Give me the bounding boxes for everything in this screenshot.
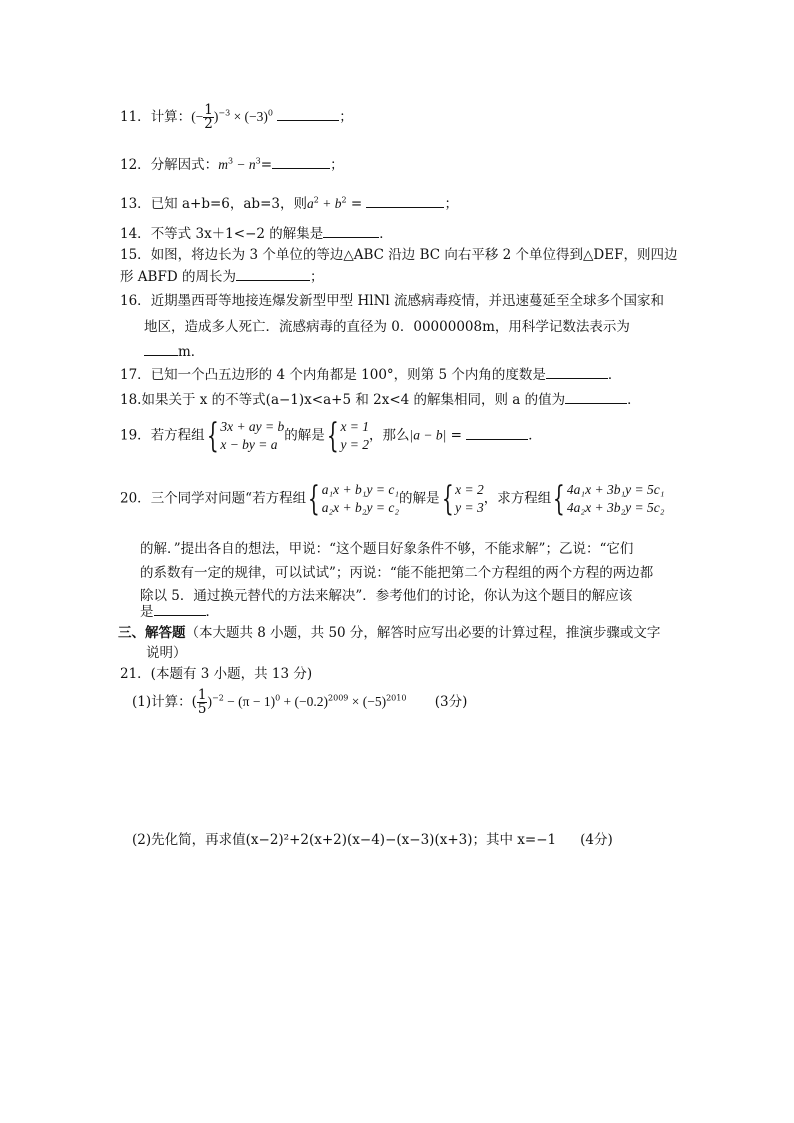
q21-p1-exp-d: 2010 <box>386 693 407 703</box>
q11-end: ； <box>339 109 353 125</box>
q20-sys2-eq-b: y = 3 <box>455 500 484 515</box>
question-14 <box>120 222 393 242</box>
q21-p2-points: (4分) <box>580 832 613 848</box>
q14-number: 14． <box>120 226 151 242</box>
q11-math-c: × (−3) <box>230 109 268 124</box>
q18-number: 18. <box>120 392 142 408</box>
q20-brace-1: { <box>307 479 320 519</box>
q21-p2-text: (2)先化简，再求值(x−2)²+2(x+2)(x−4)−(x−3)(x+3)；其中 x=−1 <box>132 832 557 848</box>
q12-exp2: 3 <box>255 156 261 166</box>
q20-sys3-eq-a: 4a₁x + 3b₁y = 5c₁ <box>566 482 665 497</box>
q13-exp1: 2 <box>313 195 319 205</box>
q12-end: ； <box>330 157 344 173</box>
q12-exp1: 3 <box>227 156 234 166</box>
q20-answer-blank[interactable] <box>154 603 206 616</box>
q21-p1-exp-c: 2009 <box>328 693 349 703</box>
q20-line2-text: 的解．”提出各自的想法，甲说：“这个题目好象条件不够，不能求解”；乙说：“它们 <box>140 541 634 557</box>
q19-sys2-eq-a: x = 1 <box>340 419 370 434</box>
question-16-line2 <box>144 315 630 335</box>
q19-brace-left: { <box>206 416 219 456</box>
question-15 <box>120 243 677 263</box>
q20-line5 <box>140 600 219 620</box>
question-11 <box>120 104 353 131</box>
q20-brace-3: { <box>553 479 566 519</box>
q15-answer-blank[interactable] <box>236 268 310 281</box>
q17-answer-blank[interactable] <box>546 366 608 379</box>
q17-number: 17． <box>120 367 151 383</box>
q13-answer-blank[interactable] <box>366 195 444 208</box>
q20-after: ，求方程组 <box>483 490 552 507</box>
q19-number: 19． <box>120 427 151 444</box>
q13-math: a <box>306 196 314 211</box>
q11-math-b: ) <box>213 109 219 124</box>
q20-line4-text: 除以 5．通过换元替代的方法来解决”．参考他们的讨论，你认为这个题目的解应该 <box>140 588 633 604</box>
q13-mid: + b <box>318 196 342 211</box>
q11-fraction <box>203 104 214 131</box>
q13-end: ； <box>444 196 458 212</box>
q19-sys2-eq-b: y = 2 <box>340 437 370 452</box>
question-21-part-2 <box>132 828 613 848</box>
q20-mid: 的解是 <box>399 490 440 507</box>
q19-eq: = <box>446 427 467 444</box>
q18-end: ． <box>627 392 641 408</box>
q11-number: 11． <box>120 109 151 125</box>
q15-end: ； <box>309 269 324 285</box>
q19-after: ，那么 <box>369 427 410 444</box>
q20-brace-2: { <box>441 479 454 519</box>
q16-line2: 地区，造成多人死亡．流感病毒的直径为 0．00000008m，用科学记数法表示为 <box>144 319 630 335</box>
q20-line3 <box>140 561 653 581</box>
q11-exp-a: −3 <box>218 108 231 118</box>
q21-p1-rest-a: ) <box>207 694 212 709</box>
q11-text: 计算： <box>150 109 192 125</box>
section-3-desc2: 说明） <box>146 645 187 661</box>
q19-end: ． <box>528 427 542 444</box>
q20-number: 20． <box>120 490 151 507</box>
question-16 <box>120 289 664 309</box>
section-3-desc-continued <box>146 641 187 661</box>
question-21-header <box>120 662 312 682</box>
question-18 <box>120 388 641 408</box>
question-12 <box>120 153 344 173</box>
q21-p1-points: (3分) <box>434 694 468 710</box>
q16-line1: 近期墨西哥等地接连爆发新型甲型 HlNl 流感病毒疫情，并迅速蔓延至全球多个国家和 <box>150 293 664 309</box>
q11-math-a: (− <box>191 109 204 124</box>
q20-system-2 <box>455 481 484 517</box>
question-21-part-1 <box>132 689 467 716</box>
q21-header: 21．(本题有 3 小题，共 13 分) <box>120 666 313 682</box>
q20-sys1-eq-a: a₁x + b₁y = c₁ <box>321 482 400 497</box>
q20-line5-start: 是 <box>140 604 154 620</box>
q15-line2: 形 ABFD 的周长为 <box>120 269 236 285</box>
q21-p1-rest-c: + (−0.2) <box>280 694 329 709</box>
q20-system-1 <box>322 481 399 517</box>
q11-exp-b: 0 <box>267 108 273 118</box>
q20-system-3 <box>567 481 665 517</box>
question-13 <box>120 192 458 212</box>
q12-text: 分解因式： <box>150 157 219 173</box>
q16-answer-blank[interactable] <box>144 343 178 356</box>
q19-abs: |a − b| <box>409 427 447 443</box>
q20-line2 <box>140 537 633 557</box>
question-20 <box>120 481 664 517</box>
q19-system-1 <box>220 418 284 454</box>
q12-number: 12． <box>120 157 151 173</box>
q15-line1: 如图，将边长为 3 个单位的等边△ABC 沿边 BC 向右平移 2 个单位得到△DEF，则四边 <box>150 247 678 263</box>
q11-frac-num: 1 <box>204 102 213 118</box>
q19-text: 若方程组 <box>150 427 205 444</box>
q14-end: ． <box>379 226 393 242</box>
section-3-heading <box>118 621 660 641</box>
q11-frac-den: 2 <box>204 116 213 132</box>
q16-number: 16． <box>120 293 151 309</box>
q18-text: 如果关于 x 的不等式(a−1)x<a+5 和 2x<4 的解集相同，则 a 的值为 <box>141 392 566 408</box>
q17-end: ． <box>607 367 622 383</box>
q13-text: 已知 a+b=6，ab=3，则 <box>150 196 307 212</box>
q20-sys2-eq-a: x = 2 <box>455 482 484 497</box>
q19-system-2 <box>340 418 369 454</box>
q20-line3-text: 的系数有一定的规律，可以试试”；丙说：“能不能把第二个方程组的两个方程的两边都 <box>140 565 654 581</box>
q19-answer-blank[interactable] <box>466 427 528 440</box>
q20-sys1-eq-b: a₂x + b₂y = c₂ <box>321 500 400 515</box>
q21-p1-frac-den: 5 <box>197 701 207 717</box>
q21-p1-exp-b: 0 <box>275 693 281 703</box>
q21-p1-label: (1)计算：( <box>132 694 197 710</box>
section-3-desc1: （本大题共 8 小题，共 50 分，解答时应写出必要的计算过程，推演步骤或文字 <box>185 625 661 641</box>
q19-mid: 的解是 <box>284 427 325 444</box>
q14-text: 不等式 3x＋1<−2 的解集是 <box>150 226 324 242</box>
q11-answer-blank[interactable] <box>277 108 339 121</box>
q13-number: 13． <box>120 196 151 212</box>
q17-text: 已知一个凸五边形的 4 个内角都是 100°，则第 5 个内角的度数是 <box>150 367 546 383</box>
q19-sys1-eq-a: 3x + ay = b <box>220 419 285 434</box>
q21-p1-fraction <box>197 689 208 716</box>
q12-eq: = <box>260 157 273 173</box>
question-17 <box>120 363 621 383</box>
question-19 <box>120 418 542 454</box>
q21-p1-rest-b: − (π − 1) <box>223 694 276 709</box>
q18-answer-blank[interactable] <box>565 391 627 404</box>
q15-number: 15． <box>120 247 151 263</box>
q20-end: ． <box>205 604 219 620</box>
q12-mid: − n <box>233 157 256 172</box>
q16-line3-end: m． <box>178 344 205 360</box>
q19-brace-right: { <box>326 416 339 456</box>
q12-math: m <box>218 157 228 172</box>
q13-exp2: 2 <box>341 195 347 205</box>
q20-text: 三个同学对问题“若方程组 <box>150 490 307 507</box>
section-3-title: 三、解答题 <box>118 625 186 641</box>
q20-sys3-eq-b: 4a₂x + 3b₂y = 5c₂ <box>566 500 665 515</box>
q21-p1-frac-num: 1 <box>197 687 207 703</box>
q21-p1-rest-d: × (−5) <box>348 694 387 709</box>
q19-sys1-eq-b: x − by = a <box>220 437 278 452</box>
q13-eq: = <box>346 196 367 212</box>
q21-p1-exp-a: −2 <box>211 693 224 703</box>
question-15-continued <box>120 265 323 285</box>
q12-answer-blank[interactable] <box>272 156 330 169</box>
q14-answer-blank[interactable] <box>323 225 379 238</box>
question-16-line3 <box>144 340 204 360</box>
